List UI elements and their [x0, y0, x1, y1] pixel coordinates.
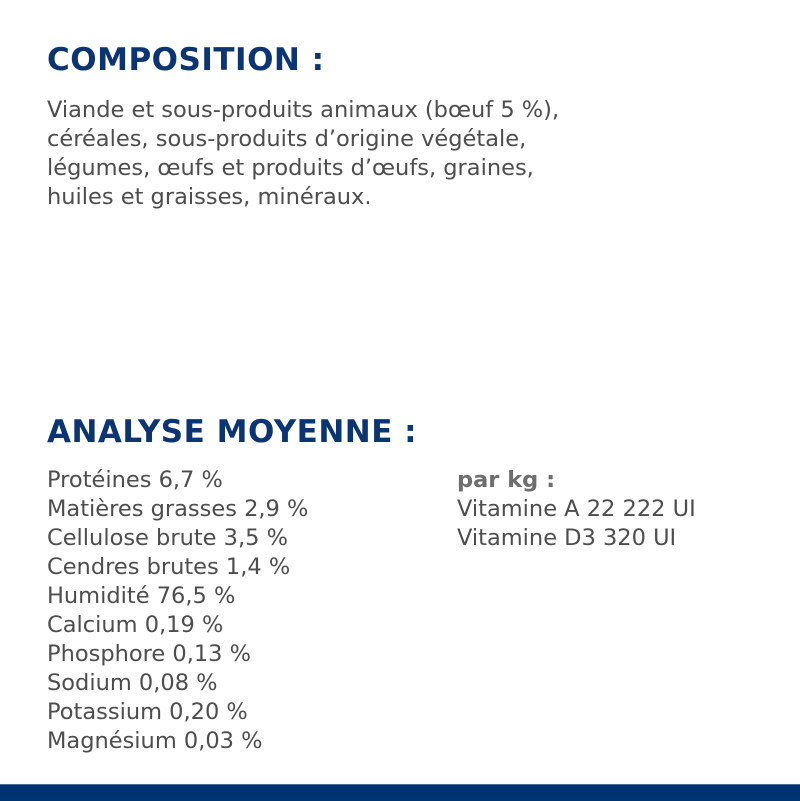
composition-line: légumes, œufs et produits d’œufs, graines, — [47, 155, 534, 181]
per-kg-label: par kg : — [457, 467, 556, 493]
composition-line: huiles et graisses, minéraux. — [47, 184, 372, 210]
analysis-heading: ANALYSE MOYENNE : — [47, 414, 418, 450]
analysis-item: Magnésium 0,03 % — [47, 728, 263, 754]
analysis-item: Humidité 76,5 % — [47, 583, 236, 609]
analysis-item: Sodium 0,08 % — [47, 670, 218, 696]
analysis-item: Potassium 0,20 % — [47, 699, 248, 725]
analysis-item: Protéines 6,7 % — [47, 467, 223, 493]
analysis-item: Phosphore 0,13 % — [47, 641, 252, 667]
analysis-item: Cendres brutes 1,4 % — [47, 554, 291, 580]
footer-band — [0, 784, 800, 801]
composition-heading: COMPOSITION : — [47, 42, 325, 78]
analysis-list — [47, 466, 308, 756]
per-kg-list — [457, 466, 696, 553]
vitamin-item: Vitamine A 22 222 UI — [457, 496, 696, 522]
composition-line: céréales, sous-produits d’origine végétale, — [47, 126, 527, 152]
composition-text — [47, 96, 767, 212]
analysis-item: Matières grasses 2,9 % — [47, 496, 309, 522]
analysis-item: Cellulose brute 3,5 % — [47, 525, 288, 551]
analysis-item: Calcium 0,19 % — [47, 612, 224, 638]
composition-line: Viande et sous-produits animaux (bœuf 5 %), — [47, 97, 560, 123]
vitamin-item: Vitamine D3 320 UI — [457, 525, 677, 551]
